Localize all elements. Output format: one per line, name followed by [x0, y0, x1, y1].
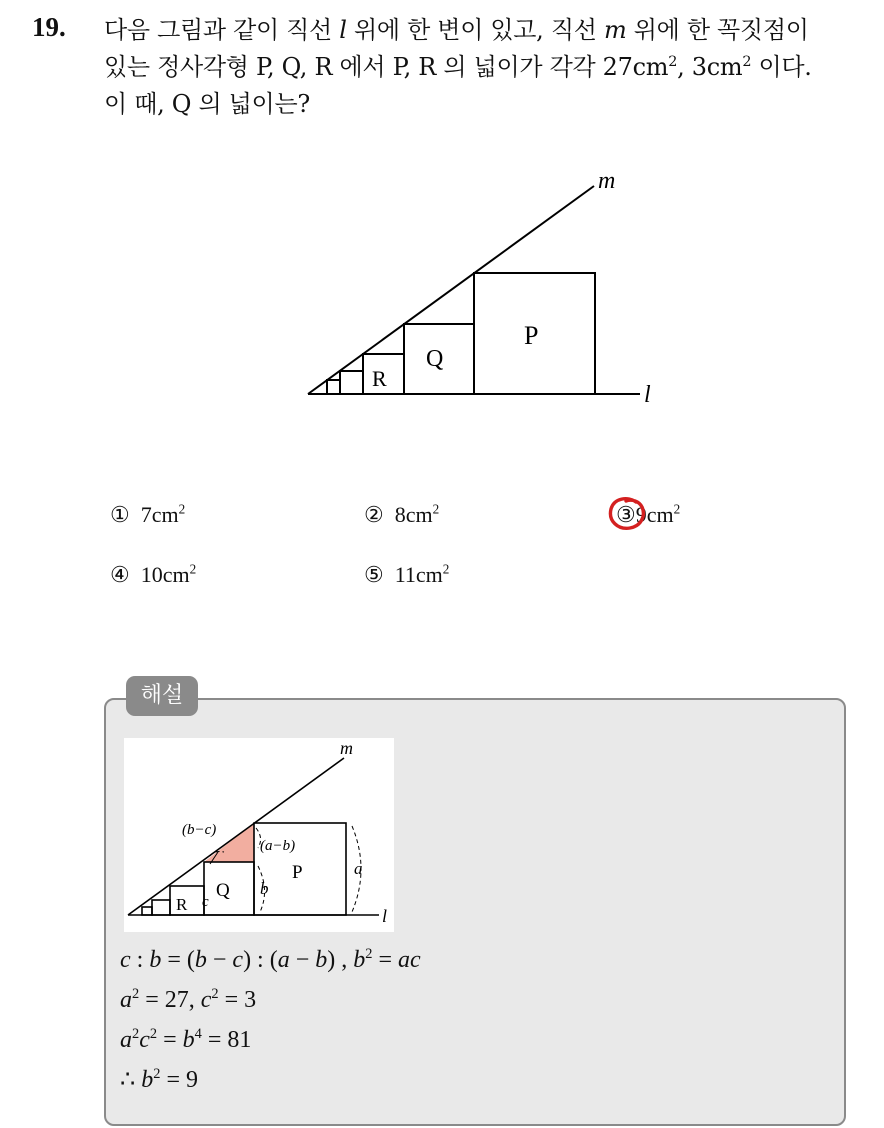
sol-label-c: c: [202, 894, 209, 910]
question-line-2: 있는 정사각형 P, Q, R 에서 P, R 의 넓이가 각각 $27cm^2$, $3cm^2$ 이다.: [104, 53, 812, 81]
solution-line-3: $a^2c^2 = b^4 = 81$: [120, 1026, 252, 1053]
sol-line-m: [128, 758, 344, 915]
choice-3-value: 9cm: [635, 502, 674, 527]
solution-line-2: $a^2 = 27$, $c^2 = 3$: [120, 986, 257, 1013]
question-text: [104, 12, 874, 123]
choice-2[interactable]: ② $8cm^2$: [364, 501, 440, 527]
choice-1-value: 7cm: [140, 502, 179, 527]
solution-line-1: c : b = (b − c) : (a − b) , $b^2$ = ac: [120, 946, 421, 973]
choice-4[interactable]: ④ $10cm^2$: [110, 561, 197, 587]
squares-figure: [300, 164, 680, 414]
answer-circle-mark-icon: [606, 494, 650, 534]
sol-label-l: l: [382, 906, 388, 926]
choice-4-value: 10cm: [140, 562, 190, 587]
sol-label-m: m: [340, 738, 353, 758]
solution-tab: 해설: [126, 676, 198, 716]
question-line-3: 이 때, Q 의 넓이는?: [104, 90, 310, 118]
square-small-1: [340, 371, 363, 394]
choice-3[interactable]: $③9cm^2$: [616, 502, 680, 528]
choice-3-symbol: ③: [616, 502, 636, 527]
choice-2-symbol: ②: [364, 502, 384, 527]
label-R: R: [372, 366, 387, 391]
choice-1[interactable]: ① $7cm^2$: [110, 501, 186, 527]
sol-label-Q: Q: [216, 880, 230, 901]
sol-square-small-2: [142, 907, 152, 915]
solution-figure: [124, 738, 394, 932]
sol-label-b: b: [260, 879, 269, 898]
solution-line-4: ∴ $b^2 = 9$: [120, 1066, 199, 1093]
question-number: 19.: [32, 12, 66, 42]
label-m: m: [598, 168, 616, 194]
sol-label-b-minus-c: (b−c): [182, 822, 217, 838]
label-l: l: [644, 382, 651, 408]
choice-5[interactable]: ⑤ $11cm^2$: [364, 561, 450, 587]
solution-equations: [120, 942, 421, 1102]
choice-5-value: 11cm: [394, 562, 443, 587]
choice-4-symbol: ④: [110, 562, 130, 587]
choice-1-symbol: ①: [110, 502, 130, 527]
question-line-1: 다음 그림과 같이 직선 l 위에 한 변이 있고, 직선 m 위에 한 꼭짓점이: [104, 16, 809, 44]
choice-5-symbol: ⑤: [364, 562, 384, 587]
line-m: [308, 186, 594, 394]
sol-label-a: a: [354, 859, 363, 878]
sol-square-small-1: [152, 900, 170, 915]
sol-label-R: R: [176, 895, 188, 914]
sol-label-a-minus-b: (a−b): [260, 838, 296, 854]
label-P: P: [524, 321, 539, 350]
label-Q: Q: [426, 346, 444, 372]
choice-2-value: 8cm: [394, 502, 433, 527]
sol-label-P: P: [292, 862, 303, 883]
square-small-2: [327, 380, 340, 394]
